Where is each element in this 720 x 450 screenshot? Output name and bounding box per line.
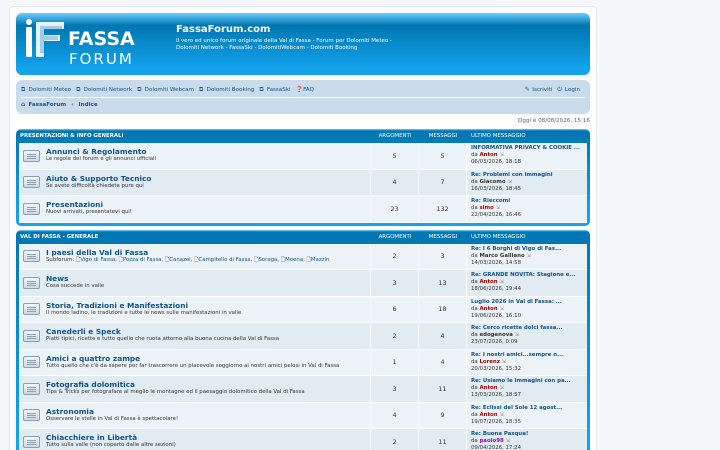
subforum-link[interactable]: Vigo di Fassa, [80, 256, 117, 263]
last-post-by: da [471, 411, 478, 418]
forum-read-icon [23, 250, 40, 262]
forum-topics-count: 3 [371, 270, 419, 296]
last-post-date: 14/03/2026, 14:58 [471, 259, 522, 266]
forum-topics-count: 5 [371, 143, 419, 169]
goto-post-icon[interactable]: ⇲ [499, 305, 504, 312]
forum-posts-count: 3 [419, 244, 467, 270]
forum-title[interactable]: Astronomia [46, 406, 94, 416]
last-post-by: da [471, 358, 478, 365]
last-post-title[interactable]: Re: Cerco ricette dolci fassa... [471, 325, 563, 331]
navbar [16, 80, 590, 114]
breadcrumb-home-label: FassaForum [28, 101, 67, 108]
forum-topics-count: 2 [371, 429, 419, 450]
forum-title[interactable]: Aiuto & Supporto Tecnico [46, 173, 152, 183]
last-post-author[interactable]: paolo98 [479, 438, 504, 444]
external-link-icon: ⧉ [199, 86, 204, 93]
login-label: Login [564, 87, 580, 93]
subforum-page-icon: 🗋 [118, 256, 123, 263]
subforum-link[interactable]: Moena, [285, 256, 305, 263]
last-post-by: da [471, 252, 478, 259]
nav-link-label: Dolomiti Booking [206, 87, 255, 93]
breadcrumb [21, 97, 585, 111]
nav-link-label: Dolomiti Network [83, 87, 133, 93]
last-post-author[interactable]: Anton [479, 279, 498, 285]
last-post-by: da [471, 305, 478, 312]
register-label: Iscriviti [532, 87, 553, 93]
forum-topics-count: 4 [371, 403, 419, 429]
forum-description: Tips & Tricks per fotografare al meglio le montagne ed il paesaggio dolomitico della Val di Fassa [46, 389, 305, 396]
subforum-link[interactable]: Campitello di Fassa, [198, 256, 253, 263]
last-post-date: 18/06/2026, 19:44 [471, 286, 522, 292]
col-topics-header: ARGOMENTI [378, 233, 412, 240]
last-post-title[interactable]: Re: GRANDE NOVITÀ: Stagione e... [471, 272, 576, 278]
forum-topics-count: 4 [371, 170, 419, 196]
forum-description: Se avete difficoltà chiedete pure qui [46, 182, 144, 189]
goto-post-icon[interactable]: ⇲ [514, 332, 520, 338]
site-title: FassaForum.com [176, 24, 271, 35]
forum-read-icon [23, 409, 40, 421]
forum-row [19, 297, 587, 324]
category-header [19, 129, 587, 143]
subforum-list [46, 257, 329, 264]
last-post-title[interactable]: Re: Problemi con immagini [471, 171, 553, 178]
last-post-title[interactable]: Luglio 2026 in Val di Fassa: ... [471, 298, 562, 305]
forum-posts-count: 11 [419, 376, 467, 402]
forum-row [19, 244, 587, 271]
forum-title[interactable]: Chiacchiere in Libertà [46, 433, 138, 443]
subforum-link[interactable]: Soraga, [258, 256, 280, 263]
last-post-by: da [471, 279, 478, 285]
forum-description: Nuovi arrivati, presentatevi qui! [46, 209, 132, 216]
col-posts-header: MESSAGGI [428, 233, 458, 240]
forum-posts-count: 18 [419, 297, 467, 323]
category-title[interactable]: VAL DI FASSA - GENERALE [20, 233, 99, 240]
forum-row [19, 350, 587, 377]
forum-info [46, 302, 241, 317]
forum-title[interactable]: Amici a quattro zampe [46, 353, 141, 363]
logo-text-top: FASSA [68, 28, 135, 50]
last-post-author[interactable]: Anton [479, 305, 498, 312]
subforum-page-icon: 🗋 [254, 256, 259, 263]
last-post-date: 16/03/2026, 18:45 [471, 185, 522, 192]
forum-info [46, 249, 329, 264]
category-block [16, 230, 590, 450]
forum-info [46, 434, 176, 449]
forum-read-icon [23, 303, 40, 315]
last-post-author[interactable]: edogenova [479, 332, 513, 338]
last-post [467, 403, 587, 429]
last-post-by: da [471, 438, 478, 444]
forum-rows [19, 143, 587, 223]
subforum-label: Subforum: [46, 256, 75, 263]
nav-link-webcam[interactable] [137, 87, 194, 93]
forum-posts-count: 9 [419, 403, 467, 429]
forum-posts-count: 11 [419, 429, 467, 450]
forum-list [16, 129, 590, 450]
forum-title[interactable]: Presentazioni [46, 200, 103, 210]
edit-icon: ✎ [524, 86, 530, 93]
last-post-title[interactable]: Re: Buona Pasqua! [471, 431, 529, 437]
forum-topics-count: 23 [371, 196, 419, 222]
forum-read-icon [23, 203, 40, 215]
last-post-author[interactable]: Marco Galliano [479, 252, 525, 259]
forum-description: Tutto sulla valle (non coperto dalle altre sezioni) [46, 442, 176, 449]
external-link-icon: ⧉ [21, 86, 26, 93]
forum-title[interactable]: Fotografia dolomitica [46, 380, 136, 390]
subforum-link[interactable]: Canazei, [169, 256, 193, 263]
forum-info [46, 355, 339, 370]
last-post-author[interactable]: Anton [479, 152, 498, 158]
forum-topics-count: 3 [371, 376, 419, 402]
last-post-date: 13/03/2026, 18:57 [471, 392, 522, 398]
logo-text-bottom: FORUM [69, 50, 134, 68]
external-link-icon: ⧉ [76, 86, 81, 93]
last-post-date: 23/07/2026, 0:09 [471, 339, 518, 345]
forum-read-icon [23, 356, 40, 368]
last-post-title[interactable]: Re: Usiamo le immagini con pa... [471, 378, 571, 384]
forum-row [19, 143, 587, 170]
forum-row [19, 170, 587, 197]
forum-info [46, 201, 132, 216]
nav-link-meteo[interactable] [21, 87, 71, 93]
last-post-author[interactable]: Giacomo [479, 178, 506, 185]
forum-description: Tutto quello che c'è da sapere per far trascorrere un piacevole soggiorno ai nostri amici pelosi in Val di Fassa [46, 362, 340, 369]
forum-row [19, 196, 587, 223]
goto-post-icon[interactable]: ⇲ [505, 438, 510, 444]
category-block [16, 129, 590, 226]
forum-rows [19, 244, 587, 450]
breadcrumb-index[interactable]: Indice [78, 101, 98, 108]
last-post-date: 22/04/2026, 16:46 [471, 212, 522, 218]
forum-read-icon [23, 150, 40, 162]
last-post-author[interactable]: Lorenz [479, 358, 500, 365]
external-link-icon: ⧉ [137, 86, 142, 93]
forum-title[interactable]: Storia, Tradizioni e Manifestazioni [46, 300, 189, 310]
forum-posts-count: 13 [419, 270, 467, 296]
home-icon: ⌂ [21, 100, 26, 108]
site-logo[interactable] [24, 18, 170, 70]
forum-posts-count: 132 [419, 196, 467, 222]
last-post-author[interactable]: Anton [479, 385, 498, 391]
col-lastpost-header: ULTIMO MESSAGGIO [471, 233, 526, 240]
category-header [19, 230, 587, 244]
current-time: Oggi è 08/08/2026, 15:16 [518, 118, 590, 124]
last-post [467, 350, 587, 376]
forum-title[interactable]: Annunci & Regolamento [46, 147, 147, 157]
last-post-by: da [471, 385, 478, 391]
last-post-title[interactable]: INFORMATIVA PRIVACY & COOKIE ... [471, 145, 580, 151]
forum-posts-count: 4 [419, 323, 467, 349]
forum-description: Cosa succede in valle [46, 283, 105, 290]
subforum-link[interactable]: Mazzin [310, 256, 330, 263]
last-post [467, 270, 587, 296]
last-post-date: 19/06/2026, 16:10 [471, 312, 522, 319]
site-description: Il vero ed unico forum originale della Val di Fassa - Forum per Dolomiti Meteo - Dolomiti Network - FassaSki - DolomitiWebcam - Dolomiti Booking [176, 38, 392, 51]
forum-info [46, 148, 156, 163]
power-icon: ⏻ [557, 86, 563, 93]
nav-link-label: Dolomiti Meteo [28, 87, 72, 93]
last-post [467, 429, 587, 450]
nav-link-network[interactable] [76, 87, 132, 93]
col-posts-header: MESSAGGI [428, 133, 458, 139]
subforum-page-icon: 🗋 [164, 256, 170, 263]
forum-row [19, 376, 587, 403]
forum-row [19, 403, 587, 430]
forum-topics-count: 6 [371, 297, 419, 323]
register-link[interactable] [525, 87, 553, 93]
forum-title[interactable]: News [46, 274, 69, 284]
forum-read-icon [23, 383, 40, 395]
last-post [467, 323, 587, 349]
last-post [467, 244, 587, 270]
forum-title[interactable]: Canederli e Speck [46, 327, 121, 337]
forum-read-icon [23, 330, 40, 342]
forum-topics-count: 2 [371, 323, 419, 349]
nav-link-booking[interactable] [199, 87, 254, 93]
goto-post-icon[interactable]: ⇲ [499, 411, 504, 418]
last-post-author[interactable]: Anton [479, 411, 498, 418]
forum-info [46, 275, 104, 290]
nav-link-label: FassaSki [266, 87, 291, 93]
forum-info [46, 381, 305, 396]
last-post-date: 09/04/2026, 17:24 [471, 445, 522, 450]
goto-post-icon[interactable]: ⇲ [499, 385, 504, 391]
col-lastpost-header: ULTIMO MESSAGGIO [471, 133, 526, 139]
last-post-date: 06/03/2026, 18:18 [471, 159, 522, 165]
quick-links [21, 83, 585, 97]
breadcrumb-separator: ‹ [71, 101, 74, 108]
forum-read-icon [23, 176, 40, 188]
goto-post-icon[interactable]: ⇲ [495, 205, 501, 211]
subforum-page-icon: 🗋 [194, 256, 199, 263]
nav-link-label: Dolomiti Webcam [144, 87, 195, 93]
nav-link-faq[interactable] [296, 87, 314, 93]
goto-post-icon[interactable]: ⇲ [526, 252, 531, 259]
forum-info [46, 175, 152, 190]
forum-info [46, 328, 279, 343]
forum-posts-count: 5 [419, 143, 467, 169]
last-post-date: 20/03/2026, 15:32 [471, 365, 522, 372]
forum-read-icon [23, 277, 40, 289]
last-post-title[interactable]: Re: Rieccomi [471, 198, 511, 204]
forum-description: Piatti tipici, ricette e tutto quello che ruota attorno alla buona cucina della Val di Fassa [46, 336, 280, 343]
forum-posts-count: 4 [419, 350, 467, 376]
forum-title[interactable]: I paesi della Val di Fassa [46, 247, 149, 257]
login-link[interactable] [557, 87, 580, 93]
question-circle-icon: ❓ [295, 86, 304, 93]
last-post-by: da [471, 205, 478, 211]
forum-info [46, 408, 178, 423]
goto-post-icon[interactable]: ⇲ [501, 358, 507, 365]
last-post-date: 19/07/2026, 18:35 [471, 418, 522, 425]
external-link-icon: ⧉ [259, 86, 264, 93]
forum-read-icon [23, 436, 40, 448]
last-post-title[interactable]: Re: I 6 Borghi di Vigo di Fas... [471, 245, 562, 252]
last-post-by: da [471, 332, 478, 338]
subforum-page-icon: 🗋 [306, 256, 311, 263]
nav-link-fassaski[interactable] [259, 87, 290, 93]
subforum-page-icon: 🗋 [75, 256, 81, 263]
last-post [467, 196, 587, 222]
last-post-author[interactable]: simo [479, 205, 494, 211]
last-post-by: da [471, 152, 478, 158]
last-post-title[interactable]: Re: I nostri amici...sempre n... [471, 351, 564, 358]
last-post [467, 170, 587, 196]
forum-row [19, 323, 587, 350]
last-post-title[interactable]: Re: Eclissi del Sole 12 agost... [471, 404, 563, 411]
last-post [467, 143, 587, 169]
forum-posts-count: 7 [419, 170, 467, 196]
last-post-by: da [471, 178, 478, 185]
col-topics-header: ARGOMENTI [378, 133, 412, 139]
forum-row [19, 270, 587, 297]
page-wrapper [9, 6, 597, 450]
forum-description: Osservare le stelle in Val di Fassa è spettacolare! [46, 415, 179, 422]
breadcrumb-home[interactable] [21, 102, 66, 108]
last-post [467, 376, 587, 402]
forum-topics-count: 2 [371, 244, 419, 270]
subforum-link[interactable]: Pozza di Fassa, [122, 256, 164, 263]
nav-link-label: FAQ [303, 87, 314, 93]
goto-post-icon[interactable]: ⇲ [499, 279, 504, 285]
forum-description: Il mondo ladino, le tradizioni e tutte le news sulle manifestazioni in valle [46, 309, 242, 316]
forum-description: Le regole del forum e gli annunci ufficiali [46, 156, 157, 163]
last-post [467, 297, 587, 323]
forum-topics-count: 1 [371, 350, 419, 376]
subforum-page-icon: 🗋 [280, 256, 286, 263]
header-bar [16, 13, 590, 75]
goto-post-icon[interactable]: ⇲ [507, 178, 512, 185]
goto-post-icon[interactable]: ⇲ [499, 152, 504, 158]
category-title[interactable]: PRESENTAZIONI & INFO GENERALI [20, 133, 124, 139]
forum-row [19, 429, 587, 450]
